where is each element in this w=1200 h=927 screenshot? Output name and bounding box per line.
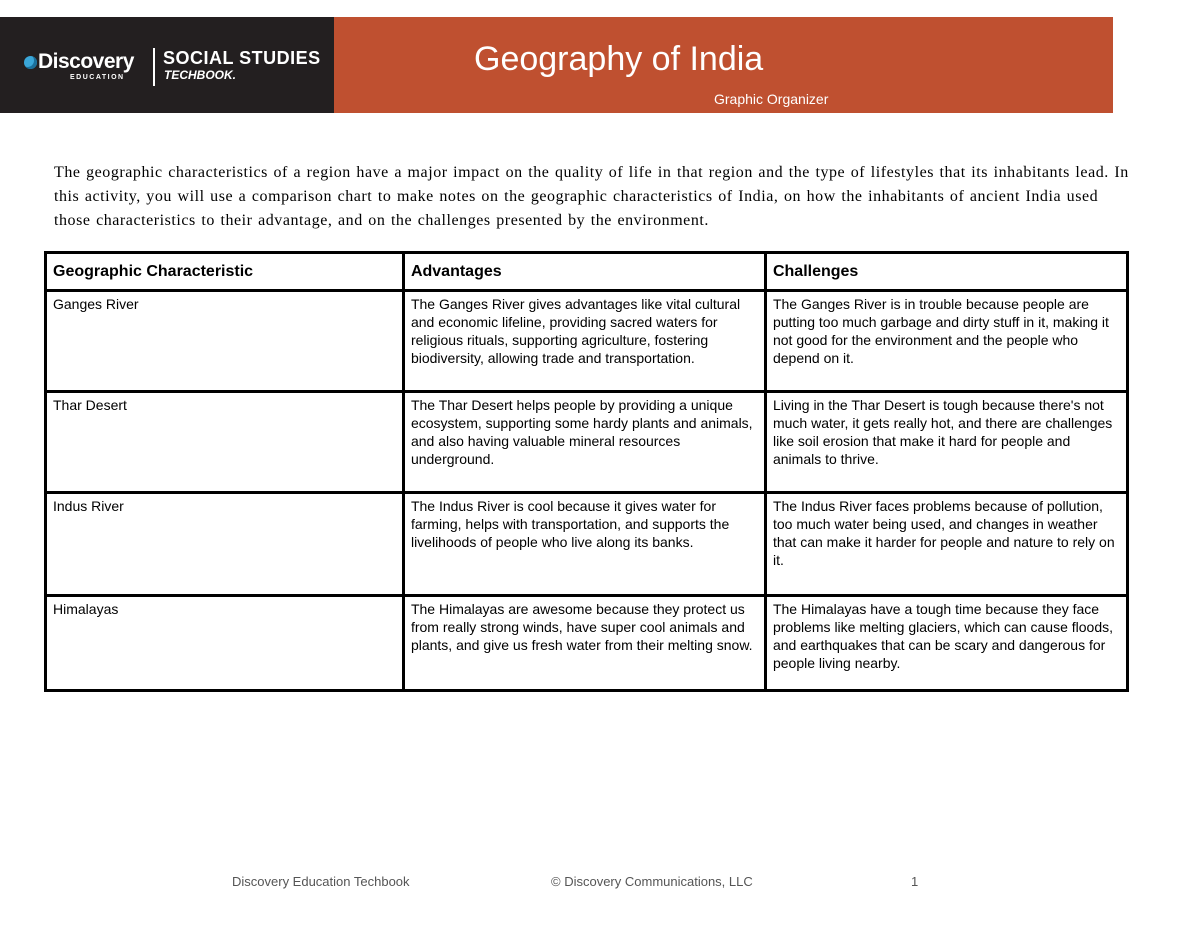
table-row [47, 393, 1126, 491]
cell-advantages: The Ganges River gives advantages like vital cultural and economic lifeline, providing sacred waters for religious rituals, supporting agriculture, fostering biodiversity, allowing trade and transportation. [405, 292, 764, 390]
comparison-table [44, 251, 1129, 692]
table-row [47, 597, 1126, 689]
discovery-logo [0, 17, 334, 113]
logo-discovery-text: Discovery [38, 50, 134, 73]
table-header-row [47, 254, 1126, 289]
cell-challenges: The Himalayas have a tough time because they face problems like melting glaciers, which can cause floods, and earthquakes that can be scary and dangerous for people living nearby. [767, 597, 1126, 689]
cell-characteristic: Indus River [47, 494, 402, 594]
cell-advantages: The Indus River is cool because it gives water for farming, helps with transportation, and supports the livelihoods of people who live along its banks. [405, 494, 764, 594]
page-title: Geography of India [474, 40, 764, 78]
header-challenges: Challenges [767, 254, 1126, 289]
cell-advantages: The Himalayas are awesome because they protect us from really strong winds, have super cool animals and plants, and give us fresh water from their melting snow. [405, 597, 764, 689]
title-banner [334, 17, 1113, 113]
logo-techbook-text: TECHBOOK. [164, 68, 236, 82]
page-number: 1 [911, 874, 919, 889]
cell-challenges: The Indus River faces problems because of pollution, too much water being used, and changes in weather that can make it harder for people and nature to rely on it. [767, 494, 1126, 594]
page-subtitle: Graphic Organizer [714, 91, 829, 107]
logo-education-text: EDUCATION [70, 74, 125, 81]
footer-copyright: © Discovery Communications, LLC [551, 874, 753, 889]
logo-social-studies-text: SOCIAL STUDIES [163, 48, 321, 68]
cell-challenges: The Ganges River is in trouble because people are putting too much garbage and dirty stuff in it, making it not good for the environment and the people who depend on it. [767, 292, 1126, 390]
cell-characteristic: Ganges River [47, 292, 402, 390]
header-characteristic: Geographic Characteristic [47, 254, 402, 289]
logo-divider [153, 48, 155, 86]
header-advantages: Advantages [405, 254, 764, 289]
cell-characteristic: Himalayas [47, 597, 402, 689]
table-row [47, 292, 1126, 390]
cell-advantages: The Thar Desert helps people by providing a unique ecosystem, supporting some hardy plants and animals, and also having valuable mineral resources underground. [405, 393, 764, 491]
cell-characteristic: Thar Desert [47, 393, 402, 491]
table-row [47, 494, 1126, 594]
cell-challenges: Living in the Thar Desert is tough because there's not much water, it gets really hot, and there are challenges like soil erosion that make it hard for people and animals to thrive. [767, 393, 1126, 491]
page-header [0, 17, 1113, 113]
footer-left: Discovery Education Techbook [232, 874, 410, 889]
intro-paragraph: The geographic characteristics of a region have a major impact on the quality of life in that region and the type of lifestyles that its inhabitants lead. In this activity, you will use a comparison chart to make notes on the geographic characteristics of India, on how the inhabitants of ancient India used those characteristics to their advantage, and on the challenges presented by the environment. [54, 164, 1129, 229]
globe-icon [24, 56, 37, 69]
